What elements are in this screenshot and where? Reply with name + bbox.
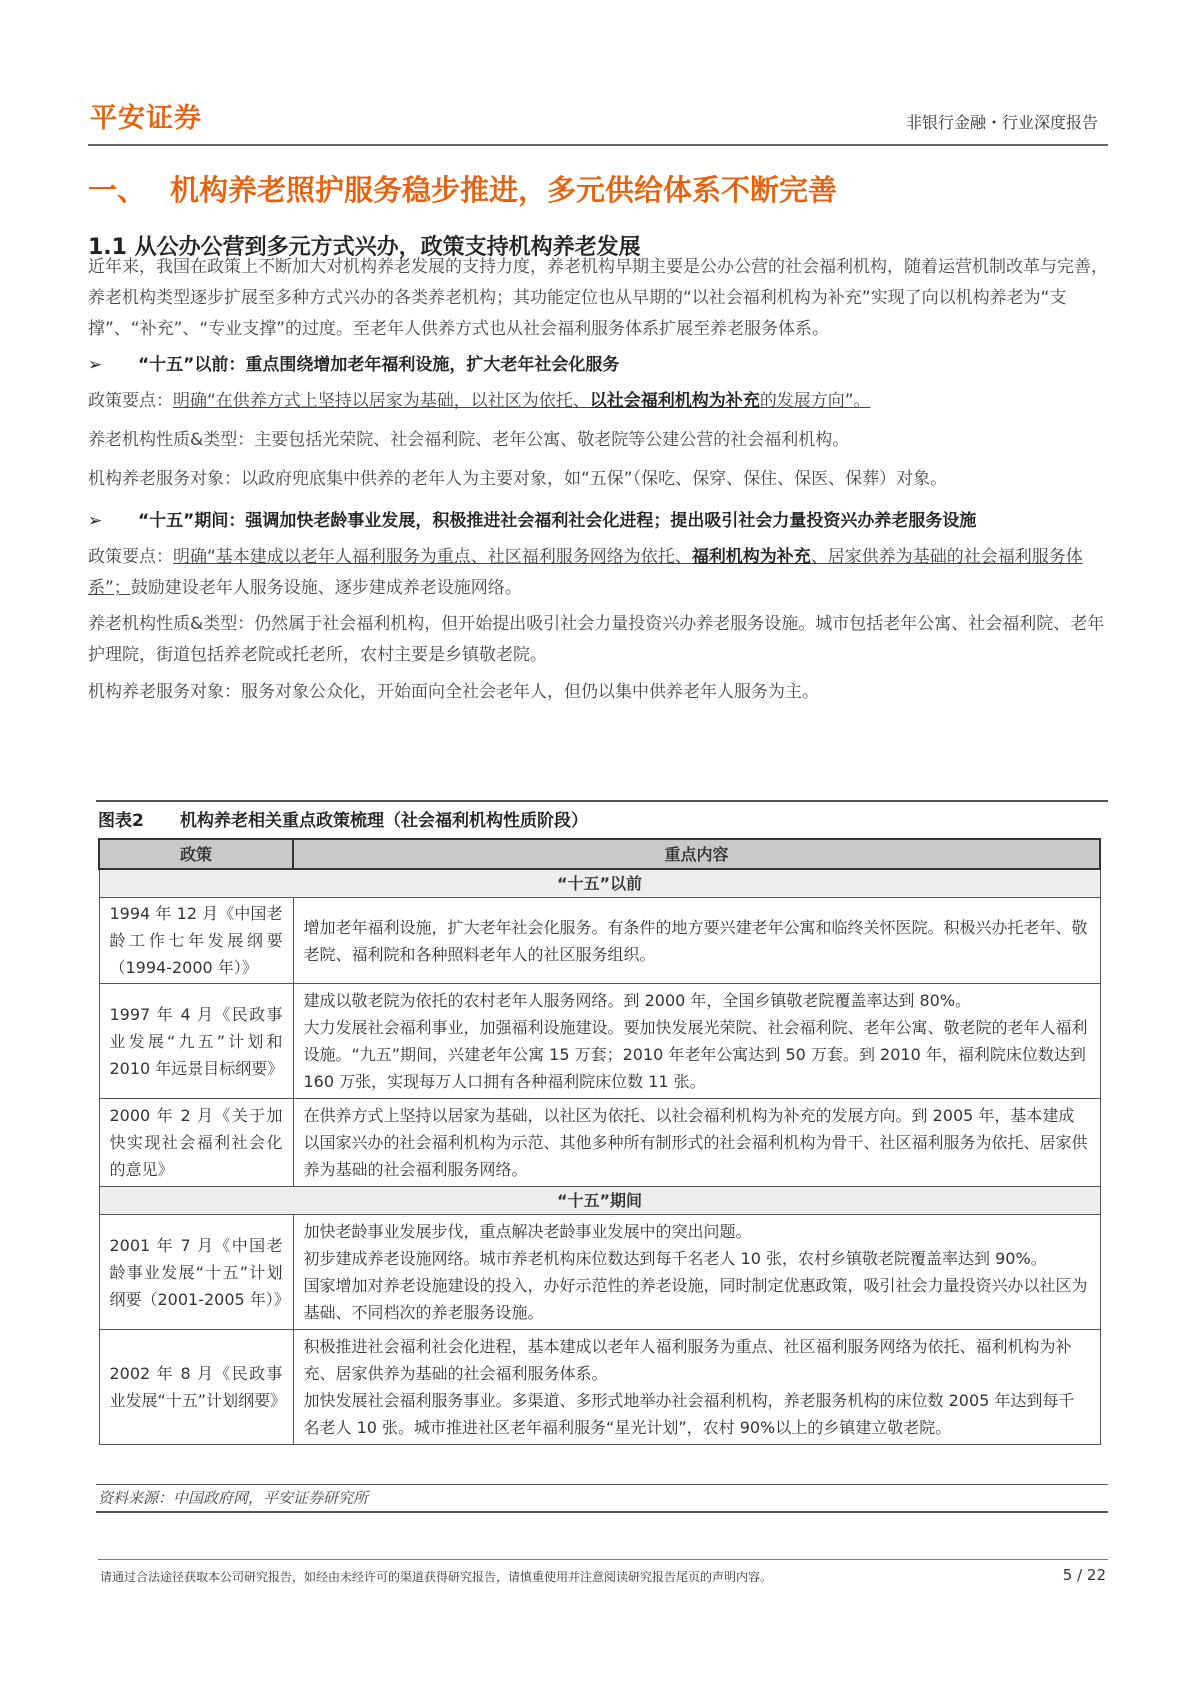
content-line: 增加老年福利设施，扩大老年社会化服务。有条件的地方要兴建老年公寓和临终关怀医院。积极兴办托老年、敬老院、福利院和各种照料老年人的社区服务组织。 <box>303 917 1088 964</box>
content-cell <box>293 1330 1100 1445</box>
section-label: “十五”以前 <box>99 869 1100 898</box>
footer-disclaimer: 请通过合法途径获取本公司研究报告，如经由未经许可的渠道获得研究报告，请慎重使用并注意阅读研究报告尾页的声明内容。 <box>100 1570 773 1584</box>
section-heading <box>88 168 837 209</box>
phase2-policy <box>88 542 1108 604</box>
phase1-policy <box>88 386 1108 417</box>
policy-quote-end: 的发展方向”。 <box>759 391 871 411</box>
phase2-nature: 养老机构性质&类型：仍然属于社会福利机构，但开始提出吸引社会力量投资兴办养老服务设施。城市包括老年公寓、社会福利院、老年护理院，街道包括养老院或托老所，农村主要是乡镇敬老院。 <box>88 614 1105 665</box>
content-line: 大力发展社会福利事业，加强福利设施建设。要加快发展光荣院、社会福利院、老年公寓、敬老院的老年人福利设施。“九五”期间，兴建老年公寓 15 万套；2010 年老年公寓达到 50 万套。到 2010 年，福利院床位数达到 160 万张，实现每万人口拥有各种福利院床位数 11 张。 <box>303 1018 1088 1091</box>
table-row <box>99 1099 1100 1187</box>
content-line: 积极推进社会福利社会化进程，基本建成以老年人福利服务为重点、社区福利服务网络为依托、福利机构为补充、居家供养为基础的社会福利服务体系。 <box>303 1337 1072 1383</box>
figure-title-bar <box>96 800 1108 834</box>
content-line: 在供养方式上坚持以居家为基础，以社区为依托、以社会福利机构为补充的发展方向。到 2005 年，基本建成以国家兴办的社会福利机构为示范、其他多种所有制形式的社会福利机构为骨干、社区福利服务为依托、居家供养为基础的社会福利服务网络。 <box>303 1106 1088 1179</box>
policy-cell: 2000 年 2 月《关于加快实现社会福利社会化的意见》 <box>99 1099 293 1187</box>
phase1-heading <box>88 350 1118 375</box>
table-row <box>99 1330 1100 1445</box>
table-section-row <box>99 1187 1100 1215</box>
policy-cell: 2002 年 8 月《民政事业发展“十五”计划纲要》 <box>99 1330 293 1445</box>
policy-quote: 明确“在供养方式上坚持以居家为基础，以社区为依托、 <box>173 391 590 411</box>
company-logo: 平安证券 <box>90 103 202 134</box>
policy-table <box>98 838 1101 1445</box>
subsection-heading: 1.1 从公办公营到多元方式兴办，政策支持机构养老发展 <box>88 235 641 260</box>
phase2-heading-text: “十五”期间：强调加快老龄事业发展，积极推进社会福利社会化进程；提出吸引社会力量投资兴办养老服务设施 <box>138 511 977 531</box>
content-line: 加快发展社会福利服务事业。多渠道、多形式地举办社会福利机构，养老服务机构的床位数 2005 年达到每千名老人 10 张。城市推进社区老年福利服务“星光计划”，农村 90%以上的乡镇建立敬老院。 <box>303 1391 1075 1437</box>
content-line: 初步建成养老设施网络。城市养老机构床位数达到每千名老人 10 张，农村乡镇敬老院覆盖率达到 90%。 <box>303 1249 1047 1268</box>
page-footer <box>98 1559 1108 1588</box>
policy-emphasis: 福利机构为补充 <box>691 547 811 567</box>
content-cell <box>293 898 1100 984</box>
content-cell <box>293 984 1100 1099</box>
policy-label: 政策要点： <box>88 391 173 411</box>
policy-cell: 1994 年 12 月《中国老龄工作七年发展纲要（1994-2000 年）》 <box>99 898 293 984</box>
section-number: 一、 <box>88 173 147 207</box>
table-section-row <box>99 869 1100 898</box>
table-row <box>99 1215 1100 1330</box>
report-type-label: 非银行金融・行业深度报告 <box>905 113 1098 132</box>
policy-rest: 鼓励建设老年人服务设施、逐步建成养老设施网络。 <box>130 578 522 598</box>
phase2-heading <box>88 506 1118 531</box>
source-text: 资料来源：中国政府网，平安证券研究所 <box>98 1489 369 1507</box>
arrow-bullet-icon: ➢ <box>88 511 103 531</box>
content-line: 加快老龄事业发展步伐，重点解决老龄事业发展中的突出问题。 <box>303 1222 752 1241</box>
column-header-content: 重点内容 <box>293 839 1100 869</box>
figure-source <box>96 1484 1108 1513</box>
policy-quote-end: 、居家供养为基础的社会福利服务体系”； <box>88 547 1083 598</box>
policy-label: 政策要点： <box>88 547 173 567</box>
policy-cell: 2001 年 7 月《中国老龄事业发展“十五”计划纲要（2001-2005 年）》 <box>99 1215 293 1330</box>
column-header-policy: 政策 <box>99 839 293 869</box>
policy-cell: 1997 年 4 月《民政事业发展“九五”计划和 2010 年远景目标纲要》 <box>99 984 293 1099</box>
content-line: 建成以敬老院为依托的农村老年人服务网络。到 2000 年，全国乡镇敬老院覆盖率达到 80%。 <box>303 991 972 1010</box>
figure-label: 图表2 <box>98 811 144 831</box>
content-cell <box>293 1215 1100 1330</box>
content-cell <box>293 1099 1100 1187</box>
phase1-heading-text: “十五”以前：重点围绕增加老年福利设施，扩大老年社会化服务 <box>138 355 620 375</box>
policy-quote: 明确“基本建成以老年人福利服务为重点、社区福利服务网络为依托、 <box>173 547 692 567</box>
figure-title: 机构养老相关重点政策梳理（社会福利机构性质阶段） <box>180 811 588 831</box>
arrow-bullet-icon: ➢ <box>88 355 103 375</box>
policy-emphasis: 以社会福利机构为补充 <box>589 391 760 411</box>
phase1-nature: 养老机构性质&类型：主要包括光荣院、社会福利院、老年公寓、敬老院等公建公营的社会福利机构。 <box>88 430 850 450</box>
page-number: 5 / 22 <box>1062 1566 1106 1584</box>
table-row <box>99 984 1100 1099</box>
section-title: 机构养老照护服务稳步推进，多元供给体系不断完善 <box>170 173 838 207</box>
intro-paragraph: 近年来，我国在政策上不断加大对机构养老发展的支持力度，养老机构早期主要是公办公营的社会福利机构，随着运营机制改革与完善，养老机构类型逐步扩展至多种方式兴办的各类养老机构；其功能定位也从早期的“以社会福利机构为补充”实现了向以机构养老为“支撑”、“补充”、“专业支撑”的过度。至老年人供养方式也从社会福利服务体系扩展至养老服务体系。 <box>88 257 1108 339</box>
phase1-target: 机构养老服务对象：以政府兜底集中供养的老年人为主要对象，如“五保”（保吃、保穿、保住、保医、保葬）对象。 <box>88 469 948 489</box>
phase2-target: 机构养老服务对象：服务对象公众化，开始面向全社会老年人，但仍以集中供养老年人服务为主。 <box>88 682 819 702</box>
content-line: 国家增加对养老设施建设的投入，办好示范性的养老设施，同时制定优惠政策，吸引社会力量投资兴办以社区为基础、不同档次的养老服务设施。 <box>303 1276 1088 1322</box>
section-label: “十五”期间 <box>99 1187 1100 1215</box>
page-header <box>88 96 1108 146</box>
table-row <box>99 898 1100 984</box>
table-header-row <box>99 839 1100 869</box>
